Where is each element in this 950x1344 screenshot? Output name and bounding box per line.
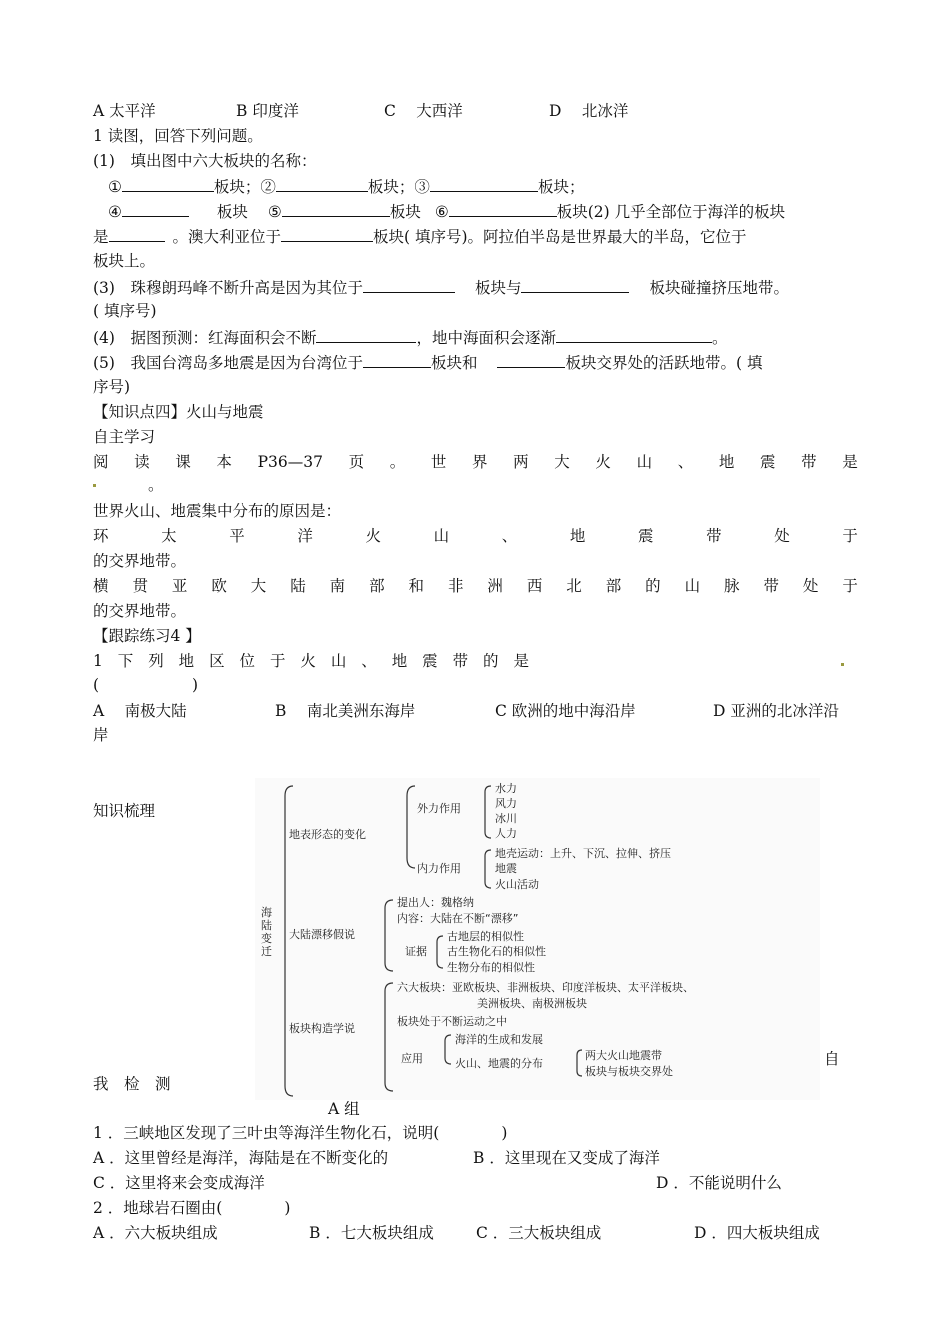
ext-item: 人力 <box>495 827 517 840</box>
char: 区 <box>209 652 225 670</box>
char: 页 <box>348 453 365 471</box>
drift-item: 内容：大陆在不断“漂移” <box>397 912 519 925</box>
char: 陆 <box>290 577 306 595</box>
char: 地 <box>569 527 586 545</box>
char: 山 <box>330 652 347 670</box>
char: 两 <box>513 453 529 471</box>
ext-item: 风力 <box>495 797 517 810</box>
plate-word: 板块 <box>216 203 248 221</box>
char: 处 <box>802 577 819 595</box>
sub-item: 板块与板块交界处 <box>585 1065 673 1078</box>
track-exercise-4-heading: 【跟踪练习4 】 <box>93 627 201 645</box>
blank-ocean-plate[interactable] <box>109 225 165 242</box>
stray-dot <box>93 484 96 487</box>
blank-red-sea[interactable] <box>316 326 416 343</box>
mc1-option-d: D ．不能说明什么 <box>656 1174 782 1192</box>
label-1: ① <box>108 178 122 196</box>
char: 环 <box>93 527 109 545</box>
root-label-4: 迁 <box>261 945 272 958</box>
char: 大 <box>250 577 267 595</box>
sub-item: 两大火山地震带 <box>585 1049 662 1062</box>
q4-c: 。 <box>711 329 728 347</box>
plates-row-2 <box>108 200 785 223</box>
apply-label: 应用 <box>401 1052 423 1065</box>
tectonics-item: 六大板块：亚欧板块、非洲板块、印度洋板块、太平洋板块、 <box>397 981 694 994</box>
q3-b: 板块与 <box>474 279 522 297</box>
char: 北 <box>566 577 582 595</box>
char: 平 <box>229 527 245 545</box>
char: 和 <box>408 577 425 595</box>
branch-continental-drift: 大陆漂移假说 <box>289 928 355 941</box>
char: 震 <box>422 652 438 670</box>
blank-mediterranean[interactable] <box>556 326 712 343</box>
apply-item: 火山、地震的分布 <box>455 1057 543 1070</box>
reason-title: 世界火山、地震集中分布的原因是： <box>93 502 342 520</box>
char: 下 <box>117 652 134 670</box>
knowledge-point-4-heading: 【知识点四】火山与地震 <box>93 403 264 421</box>
char: 界 <box>472 453 488 471</box>
option-d: D 北冰洋 <box>549 102 629 120</box>
question-1-title: 1 读图，回答下列问题。 <box>93 127 263 145</box>
ext-item: 水力 <box>495 782 517 795</box>
root-label-3: 变 <box>261 932 272 945</box>
q3-a: (3) 珠穆朗玛峰不断升高是因为其位于 <box>93 279 363 297</box>
question-3-line-2: ( 填序号) <box>93 302 157 320</box>
q2-a: 是 <box>93 228 109 246</box>
label-circle-4: ④ <box>108 203 122 221</box>
blank-3[interactable] <box>430 175 538 192</box>
char: 读 <box>134 453 150 471</box>
char: 处 <box>774 527 790 545</box>
blank-6[interactable] <box>449 200 557 217</box>
char: 山 <box>684 577 701 595</box>
int-item: 地壳运动：上升、下沉、拉伸、挤压 <box>495 847 671 860</box>
char: 太 <box>161 527 177 545</box>
char: 、 <box>501 527 518 545</box>
track-options-line <box>93 700 839 722</box>
int-item: 火山活动 <box>495 878 539 891</box>
mc-question-2-options <box>93 1222 820 1244</box>
char: P36—37 <box>257 453 323 471</box>
plate-word-2: 板块 <box>389 203 421 221</box>
char: 阅 <box>93 453 109 471</box>
q5-c: 板块交界处的活跃地带。( 填 <box>565 354 763 372</box>
q3-c: 板块碰撞挤压地带。 <box>649 279 789 297</box>
char: 山 <box>636 453 653 471</box>
blank-2[interactable] <box>276 175 368 192</box>
blank-5[interactable] <box>282 200 390 217</box>
evidence-label: 证据 <box>405 945 427 958</box>
mc-question-1: 1 ．三峡地区发现了三叶虫等海洋生物化石，说明( ) <box>93 1124 508 1142</box>
blank-1[interactable] <box>122 175 214 192</box>
char: 于 <box>269 652 286 670</box>
option-b: B 印度洋 <box>236 102 299 120</box>
blank-taiwan-1[interactable] <box>363 351 431 368</box>
blank-australia[interactable] <box>281 225 373 242</box>
blank-taiwan-2[interactable] <box>497 351 565 368</box>
self-char: 自 <box>824 1050 840 1068</box>
q5-b: 板块和 <box>430 354 478 372</box>
char: 震 <box>638 527 654 545</box>
branch-plate-tectonics: 板块构造学说 <box>289 1022 355 1035</box>
char: 。 <box>389 453 406 471</box>
char: 、 <box>361 652 377 670</box>
reading-line <box>93 451 858 473</box>
label-4: 板块； <box>537 178 585 196</box>
char: 地 <box>178 652 195 670</box>
answer-parentheses: ( ) <box>93 676 199 694</box>
char: 西 <box>526 577 543 595</box>
summary-label: 知识梳理 <box>93 802 156 820</box>
drift-item: 提出人：魏格纳 <box>397 896 474 909</box>
blank-everest-2[interactable] <box>521 276 629 293</box>
char: 大 <box>554 453 570 471</box>
char: 位 <box>239 652 256 670</box>
q4-a: (4) 据图预测：红海面积会不断 <box>93 329 317 347</box>
char: 部 <box>605 577 622 595</box>
label-circle-5: ⑤ <box>267 203 282 221</box>
char: 地 <box>391 652 408 670</box>
label-2: 板块；② <box>213 178 276 196</box>
root-label-2: 陆 <box>261 919 272 932</box>
char: 脉 <box>724 577 740 595</box>
char: 洋 <box>297 527 313 545</box>
question-5-line-2: 序号) <box>93 378 131 396</box>
mc2-option-c: C ．三大板块组成 <box>476 1224 602 1242</box>
pacific-belt-line <box>93 525 858 547</box>
question-4-line <box>93 326 728 349</box>
char: 1 <box>93 652 103 670</box>
char: 、 <box>677 453 694 471</box>
char: 横 <box>93 577 109 595</box>
root-label-1: 海 <box>261 906 272 919</box>
char: 火 <box>300 652 316 670</box>
ocean-options-line <box>93 100 628 122</box>
mc1-option-b: B ．这里现在又变成了海洋 <box>473 1149 660 1167</box>
plates-row-1 <box>108 175 584 198</box>
char: 是 <box>842 453 858 471</box>
char: 带 <box>706 527 722 545</box>
char: 的 <box>645 577 661 595</box>
blank-everest-1[interactable] <box>363 276 455 293</box>
char: 于 <box>842 577 858 595</box>
char: 火 <box>365 527 382 545</box>
question-3-line <box>93 276 789 299</box>
mc-question-1-cd <box>93 1172 782 1194</box>
apply-item: 海洋的生成和发展 <box>455 1033 543 1046</box>
char: 亚 <box>171 577 188 595</box>
char: 非 <box>447 577 464 595</box>
char: 课 <box>175 453 191 471</box>
char: 的 <box>483 652 499 670</box>
q2-c: 板块( 填序号)。阿拉伯半岛是世界最大的半岛，它位于 <box>373 228 747 246</box>
track-option-c: C 欧洲的地中海沿岸 <box>495 702 636 720</box>
char: 火 <box>595 453 611 471</box>
label-circle-6: ⑥ <box>434 203 449 221</box>
char: 地 <box>718 453 735 471</box>
knowledge-tree-diagram <box>255 778 820 1100</box>
question-2-line-3: 板块上。 <box>93 252 156 270</box>
evidence-item: 生物分布的相似性 <box>447 961 535 974</box>
mc-question-1-ab <box>93 1147 660 1169</box>
q2-b: 。澳大利亚位于 <box>172 228 282 246</box>
char: 带 <box>452 652 469 670</box>
question-1-1: (1) 填出图中六大板块的名称： <box>93 152 317 170</box>
tectonics-item: 美洲板块、南极洲板块 <box>477 997 587 1010</box>
mc2-option-a: A ．六大板块组成 <box>93 1224 218 1242</box>
char: 贯 <box>132 577 148 595</box>
char: 山 <box>433 527 450 545</box>
char: 是 <box>513 652 529 670</box>
blank-4[interactable] <box>122 200 189 217</box>
char: 南 <box>329 577 346 595</box>
mc-question-2: 2 ．地球岩石圈由( ) <box>93 1199 291 1217</box>
q5-a: (5) 我国台湾岛多地震是因为台湾位于 <box>93 354 363 372</box>
track-option-a: A 南极大陆 <box>93 702 187 720</box>
question-5-line <box>93 351 762 374</box>
track-option-b: B 南北美洲东海岸 <box>275 702 416 720</box>
ext-item: 冰川 <box>495 812 517 825</box>
int-item: 地震 <box>495 862 517 875</box>
char: 于 <box>842 527 858 545</box>
char: 带 <box>801 453 817 471</box>
char: 本 <box>216 453 232 471</box>
track-option-d: D 亚洲的北冰洋沿 <box>713 702 839 720</box>
mc2-option-d: D ．四大板块组成 <box>694 1224 820 1242</box>
evidence-item: 古地层的相似性 <box>447 930 524 943</box>
char: 欧 <box>211 577 227 595</box>
evidence-item: 古生物化石的相似性 <box>447 945 546 958</box>
track-question-1 <box>93 650 529 672</box>
label-3: 板块；③ <box>367 178 430 196</box>
option-a: A 太平洋 <box>93 102 156 120</box>
reading-period: 。 <box>148 476 164 494</box>
eurasia-belt-tail: 的交界地带。 <box>93 602 187 620</box>
char: 带 <box>763 577 779 595</box>
eurasia-belt-line <box>93 575 858 597</box>
stray-dot-2 <box>841 663 844 666</box>
char: 世 <box>430 453 447 471</box>
plates-row-2-tail: 板块(2) 几乎全部位于海洋的板块 <box>556 203 786 221</box>
self-study-label: 自主学习 <box>93 428 156 446</box>
char: 列 <box>148 652 164 670</box>
question-2-line <box>93 225 747 248</box>
external-force-label: 外力作用 <box>417 802 461 815</box>
char: 震 <box>759 453 776 471</box>
option-c: C 大西洋 <box>384 102 463 120</box>
q4-b: ，地中海面积会逐渐 <box>416 329 556 347</box>
tectonics-item: 板块处于不断运动之中 <box>397 1015 507 1028</box>
char: 洲 <box>487 577 503 595</box>
char: 部 <box>369 577 385 595</box>
self-check-label: 我 检 测 <box>93 1075 171 1093</box>
mc1-option-c: C ．这里将来会变成海洋 <box>93 1174 265 1192</box>
mc1-option-a: A ．这里曾经是海洋，海陆是在不断变化的 <box>93 1149 389 1167</box>
group-a-label: A 组 <box>328 1100 360 1118</box>
track-options-tail: 岸 <box>93 726 109 744</box>
branch-surface-change: 地表形态的变化 <box>289 828 366 841</box>
pacific-belt-tail: 的交界地带。 <box>93 552 187 570</box>
internal-force-label: 内力作用 <box>417 862 461 875</box>
mc2-option-b: B ．七大板块组成 <box>309 1224 434 1242</box>
